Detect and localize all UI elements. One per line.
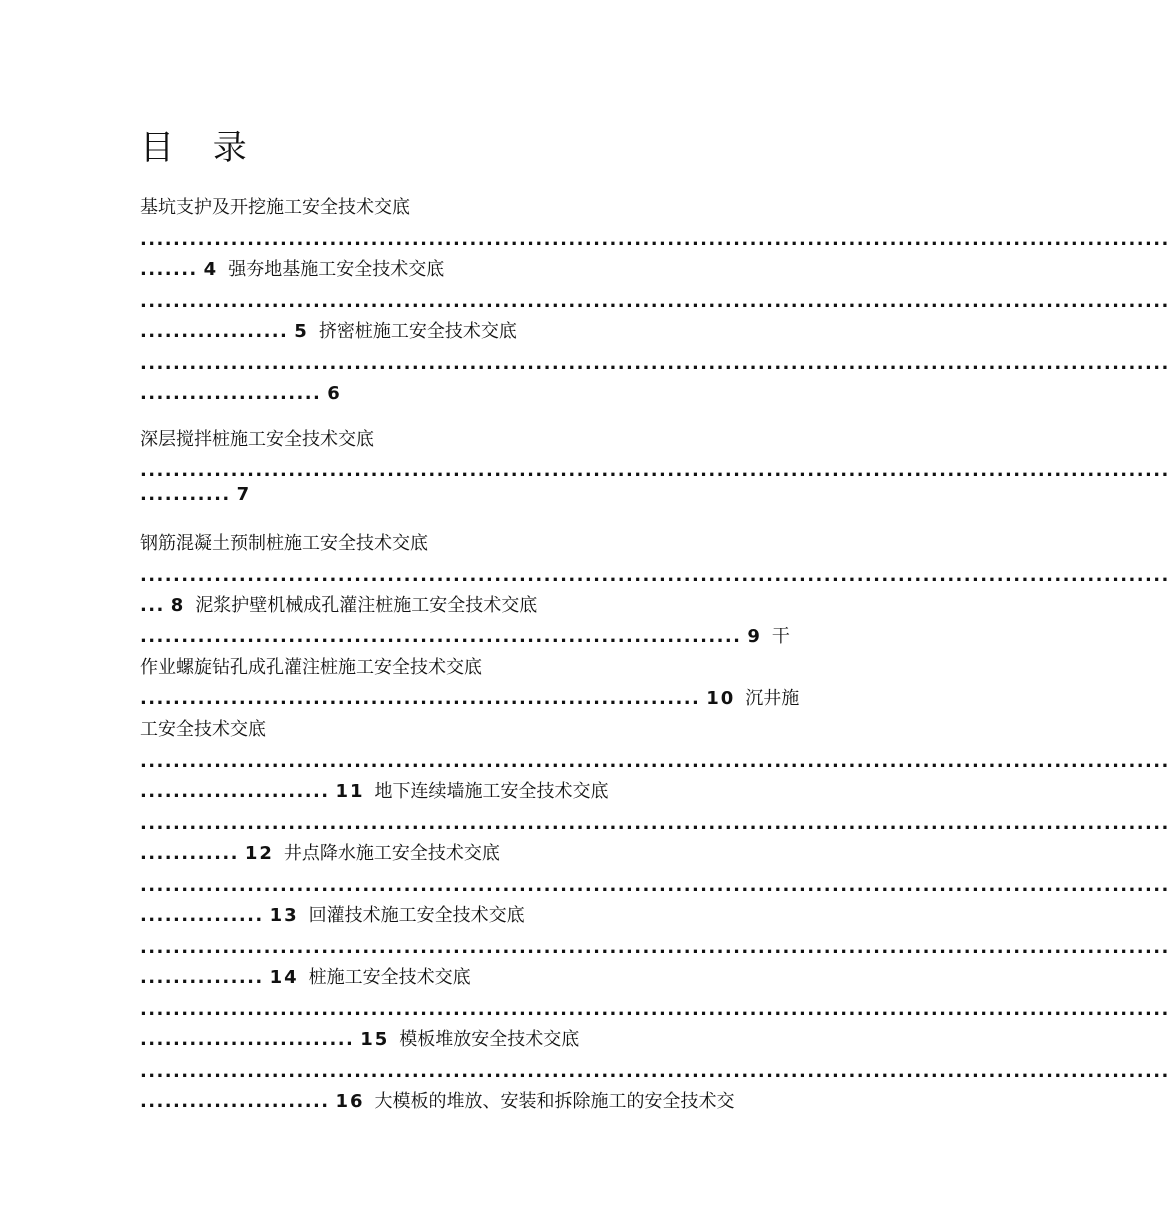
toc-line[interactable] (140, 812, 1170, 836)
dot-leader: ............................................................................................................................. (140, 999, 1170, 1020)
toc-entry-text: 大模板的堆放、安装和拆除施工的安全技术交 (374, 1091, 735, 1112)
dot-leader: ............................................................................................................................. (140, 460, 1170, 481)
dot-leader: ............ (140, 843, 239, 864)
toc-line[interactable] (140, 625, 790, 649)
dot-leader: .................. (140, 321, 289, 342)
dot-leader: ............................................................................................................................. (140, 1061, 1170, 1082)
toc-line[interactable] (140, 904, 525, 928)
toc-line[interactable] (140, 998, 1170, 1022)
toc-entry-text: 钢筋混凝土预制桩施工安全技术交底 (140, 533, 428, 554)
dot-leader: ...................... (140, 383, 322, 404)
page-number: 7 (236, 484, 252, 505)
toc-line[interactable] (140, 196, 410, 220)
toc-line[interactable] (140, 228, 1170, 252)
toc-line[interactable] (140, 1028, 579, 1052)
dot-leader: ............................................................................................................................. (140, 937, 1170, 958)
dot-leader: ....................... (140, 781, 330, 802)
toc-entry-text: 模板堆放安全技术交底 (399, 1029, 580, 1050)
toc-line[interactable] (140, 459, 1170, 483)
toc-line[interactable] (140, 258, 444, 282)
toc-entry-text: 泥浆护壁机械成孔灌注桩施工安全技术交底 (195, 595, 538, 616)
toc-line[interactable] (140, 382, 352, 406)
page-number: 10 (706, 688, 736, 709)
dot-leader: ... (140, 595, 165, 616)
toc-entry-text: 深层搅拌桩施工安全技术交底 (140, 429, 374, 450)
page-number: 6 (327, 383, 342, 404)
toc-entry-text: 回灌技术施工安全技术交底 (308, 905, 525, 926)
dot-leader: ............................................................................................................................. (140, 875, 1170, 896)
toc-line[interactable] (140, 656, 482, 680)
dot-leader: ......................................................................... (140, 626, 742, 647)
dot-leader: ............... (140, 905, 264, 926)
dot-leader: ............................................................................................................................. (140, 565, 1170, 586)
toc-line[interactable] (140, 320, 517, 344)
page-number: 4 (203, 259, 219, 280)
toc-entry-text: 地下连续墙施工安全技术交底 (374, 781, 609, 802)
toc-entry-text: 基坑支护及开挖施工安全技术交底 (140, 197, 410, 218)
dot-leader: ............................................................................................................................. (140, 353, 1170, 374)
dot-leader: .......................... (140, 1029, 355, 1050)
dot-leader: ............... (140, 967, 264, 988)
toc-entry-text: 桩施工安全技术交底 (308, 967, 471, 988)
toc-line[interactable] (140, 352, 1170, 376)
page-number: 12 (244, 843, 274, 864)
toc-line[interactable] (140, 428, 374, 452)
dot-leader: ............................................................................................................................. (140, 229, 1170, 250)
toc-line[interactable] (140, 780, 609, 804)
toc-line[interactable] (140, 750, 1170, 774)
toc-entry-text: 井点降水施工安全技术交底 (283, 843, 500, 864)
toc-entry-text: 强夯地基施工安全技术交底 (228, 259, 445, 280)
toc-entry-text: 工安全技术交底 (140, 719, 266, 740)
dot-leader: ........... (140, 484, 231, 505)
toc-line[interactable] (140, 842, 500, 866)
toc-entry-text: 干 (771, 626, 790, 647)
page-number: 9 (747, 626, 762, 647)
dot-leader: .................................................................... (140, 688, 701, 709)
dot-leader: ............................................................................................................................. (140, 813, 1170, 834)
toc-line[interactable] (140, 874, 1170, 898)
page-number: 16 (335, 1091, 365, 1112)
toc-line[interactable] (140, 290, 1170, 314)
toc-entry-text: 沉井施 (745, 688, 800, 709)
page-number: 11 (335, 781, 365, 802)
page-number: 14 (269, 967, 299, 988)
toc-line[interactable] (140, 594, 537, 618)
page-number: 13 (269, 905, 299, 926)
toc-line[interactable] (140, 1060, 1170, 1084)
toc-line[interactable] (140, 564, 1170, 588)
toc-line[interactable] (140, 1090, 735, 1114)
toc-entry-text: 挤密桩施工安全技术交底 (318, 321, 517, 342)
toc-line[interactable] (140, 936, 1170, 960)
page-number: 8 (170, 595, 186, 616)
toc-line[interactable] (140, 483, 261, 507)
dot-leader: ....... (140, 259, 198, 280)
toc-line[interactable] (140, 532, 428, 556)
page-number: 5 (294, 321, 309, 342)
toc-line[interactable] (140, 687, 799, 711)
dot-leader: ............................................................................................................................. (140, 751, 1170, 772)
page-title: 目 录 (140, 128, 261, 168)
toc-line[interactable] (140, 718, 266, 742)
dot-leader: ............................................................................................................................. (140, 291, 1170, 312)
page-number: 15 (360, 1029, 390, 1050)
dot-leader: ....................... (140, 1091, 330, 1112)
toc-entry-text: 作业螺旋钻孔成孔灌注桩施工安全技术交底 (140, 657, 482, 678)
toc-line[interactable] (140, 966, 471, 990)
